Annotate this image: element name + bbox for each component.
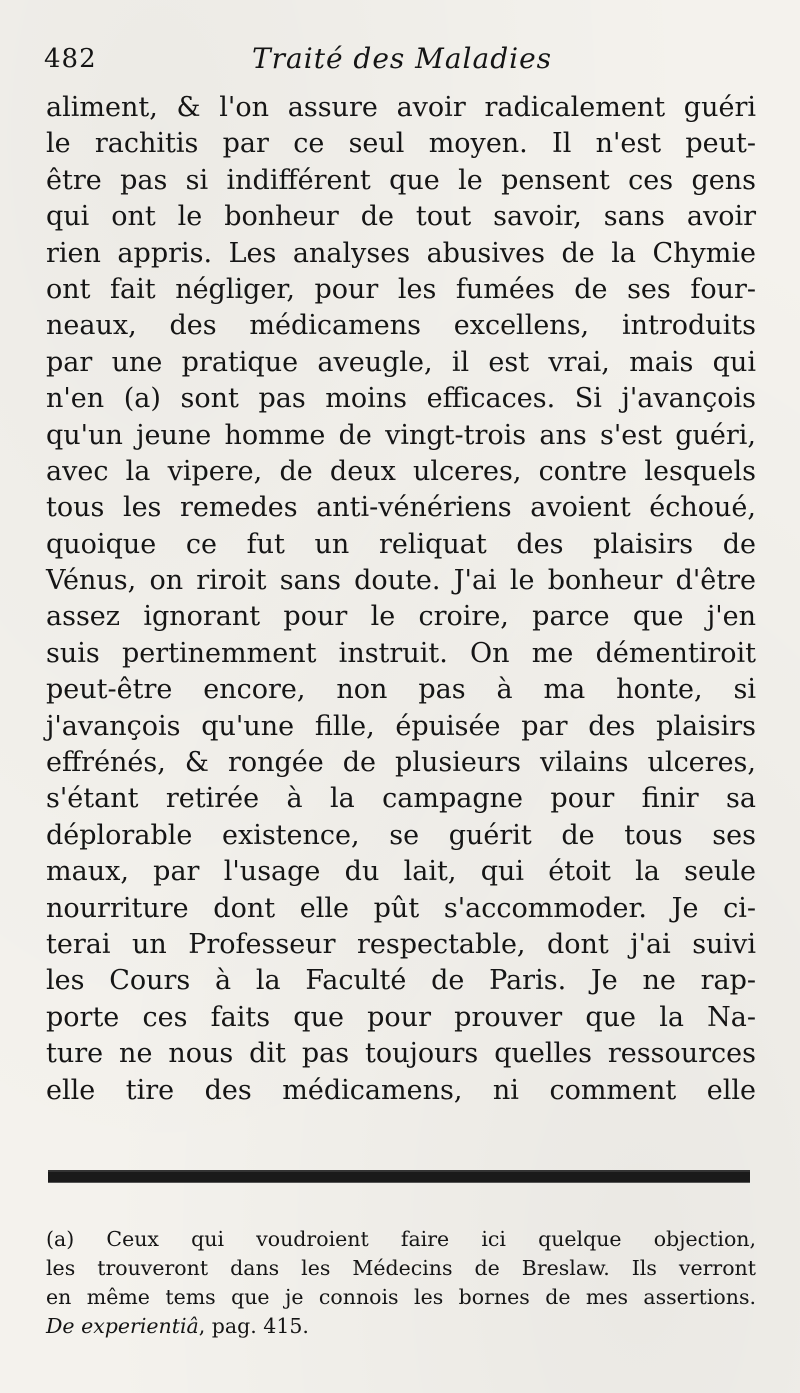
- text-line: terai un Professeur respectable, dont j'ai suivi: [46, 928, 756, 960]
- text-line: aliment, & l'on assure avoir radicalement guéri: [46, 92, 756, 123]
- text-line: déplorable existence, se guérit de tous ses: [46, 819, 756, 851]
- page-header: [42, 40, 762, 84]
- text-line: suis pertinemment instruit. On me démentiroit: [46, 637, 756, 669]
- text-line: j'avançois qu'une fille, épuisée par des plaisirs: [46, 710, 756, 742]
- text-line: par une pratique aveugle, il est vrai, mais qui: [46, 346, 756, 378]
- text-line: neaux, des médicamens excellens, introduits: [46, 310, 756, 342]
- text-line: les Cours à la Faculté de Paris. Je ne rap-: [46, 965, 756, 997]
- footnote: [46, 1225, 756, 1341]
- text-line: effrénés, & rongée de plusieurs vilains ulceres,: [46, 747, 756, 779]
- text-line: le rachitis par ce seul moyen. Il n'est peut-: [46, 128, 756, 160]
- text-line: qui ont le bonheur de tout savoir, sans avoir: [46, 201, 756, 233]
- text-line: ont fait négliger, pour les fumées de ses four-: [46, 273, 756, 305]
- text-line: n'en (a) sont pas moins efficaces. Si j'avançois: [46, 383, 756, 415]
- text-line: être pas si indifférent que le pensent ces gens: [46, 164, 756, 196]
- footnote-reference-page: , pag. 415.: [198, 1314, 309, 1338]
- footnote-reference-line: [46, 1312, 756, 1341]
- text-line: elle tire des médicamens, ni comment elle: [46, 1074, 756, 1106]
- text-line: qu'un jeune homme de vingt-trois ans s'est guéri,: [46, 419, 756, 451]
- text-line: s'étant retirée à la campagne pour finir sa: [46, 783, 756, 815]
- text-line: nourriture dont elle pût s'accommoder. Je ci-: [46, 892, 756, 924]
- running-title: Traité des Maladies: [251, 42, 553, 75]
- footnote-line: en même tems que je connois les bornes de mes assertions.: [46, 1285, 756, 1309]
- text-line: assez ignorant pour le croire, parce que j'en: [46, 601, 756, 633]
- text-line: rien appris. Les analyses abusives de la Chymie: [46, 237, 756, 269]
- page-number: 482: [44, 44, 97, 74]
- text-line: ture ne nous dit pas toujours quelles ressources: [46, 1038, 756, 1070]
- footnote-line: (a) Ceux qui voudroient faire ici quelque objection,: [46, 1227, 756, 1251]
- text-line: maux, par l'usage du lait, qui étoit la seule: [46, 856, 756, 888]
- footnote-line: les trouveront dans les Médecins de Breslaw. Ils verront: [46, 1256, 756, 1280]
- text-line: quoique ce fut un reliquat des plaisirs de: [46, 528, 756, 560]
- text-line: tous les remedes anti-vénériens avoient échoué,: [46, 492, 756, 524]
- text-line: Vénus, on riroit sans doute. J'ai le bonheur d'être: [46, 565, 756, 597]
- text-line: avec la vipere, de deux ulceres, contre lesquels: [46, 455, 756, 487]
- text-line: porte ces faits que pour prouver que la Na-: [46, 1001, 756, 1033]
- main-text: [46, 90, 756, 1109]
- footnote-reference-title: De experientiâ: [46, 1314, 199, 1338]
- text-line: peut-être encore, non pas à ma honte, si: [46, 674, 756, 706]
- footnote-divider: [48, 1170, 750, 1183]
